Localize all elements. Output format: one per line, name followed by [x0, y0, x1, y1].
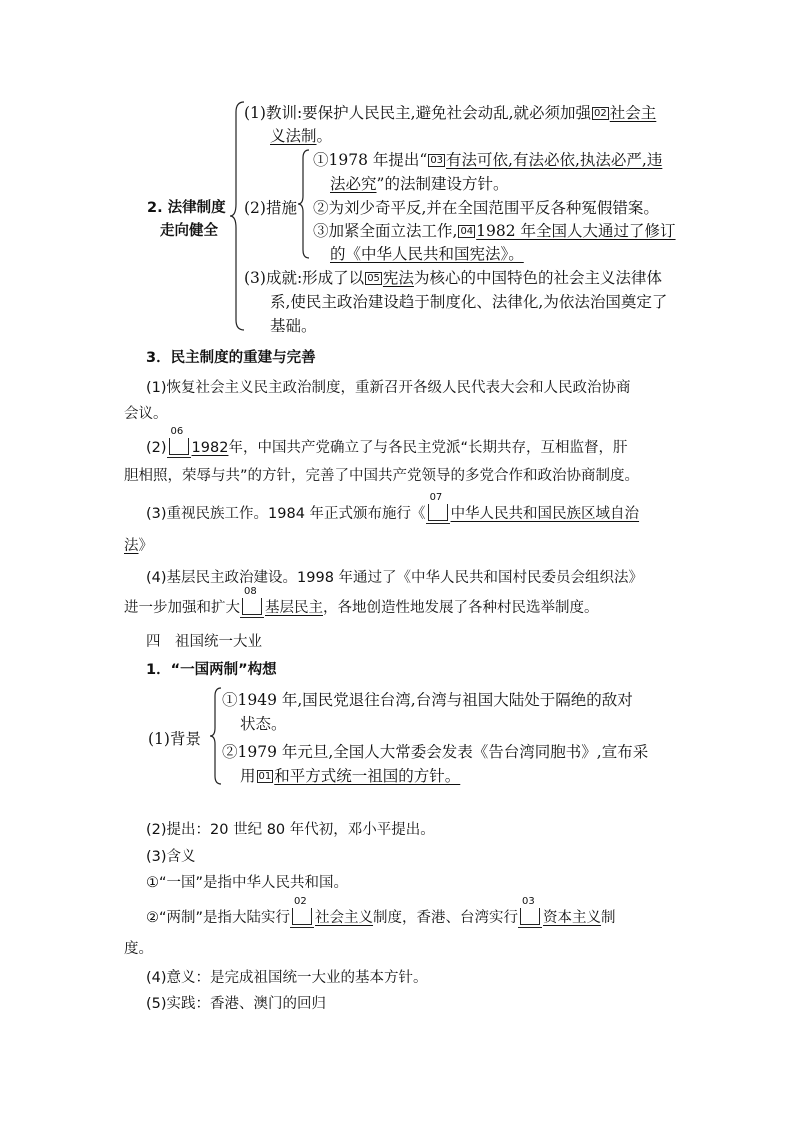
section-heading: 3．民主制度的重建与完善 — [146, 350, 316, 366]
paragraph-4-cont — [124, 586, 599, 617]
blank-number: 03 — [430, 155, 444, 166]
blank-number: 05 — [367, 273, 380, 284]
punct: 》 — [138, 538, 153, 554]
measures-label: (2)措施 — [244, 199, 297, 217]
section-heading: 四 祖国统一大业 — [146, 634, 262, 650]
meaning-item-1: ①“一国”是指中华人民共和国。 — [146, 875, 349, 891]
answer-box-icon — [169, 426, 189, 455]
paragraph-text: (3)重视民族工作。1984 年正式颁布施行《 — [146, 506, 426, 522]
paragraph-4: (4)基层民主政治建设。1998 年通过了《中华人民共和国村民委员会组织法》 — [146, 570, 644, 586]
section-title-line2: 走向健全 — [160, 223, 218, 239]
answer-box-icon — [520, 896, 540, 925]
paragraph-3 — [146, 492, 640, 523]
measure-3 — [313, 219, 676, 241]
answer-text: 宪法 — [382, 269, 414, 287]
blank-number: 06 — [170, 426, 184, 437]
item-lesson — [244, 101, 656, 123]
blank-number: 07 — [429, 492, 443, 503]
background-item-1-cont: 状态。 — [240, 715, 287, 733]
measure-text: ①1978 年提出“ — [313, 151, 428, 169]
paragraph-text: 进一步加强和扩大 — [124, 600, 240, 616]
background-item-2: ②1979 年元旦,全国人大常委会发表《告台湾同胞书》,宣布采 — [222, 743, 649, 761]
answer-text: 法 — [124, 538, 139, 554]
answer-text: 有法可依,有法必依,执法必严,违 — [446, 151, 663, 169]
meaning-text: 制度，香港、台湾实行 — [373, 910, 519, 926]
lesson-text: (1)教训:要保护人民民主,避免社会动乱,就必须加强 — [244, 104, 592, 122]
meaning-text: 制 — [601, 910, 616, 926]
paragraph-1: (1)恢复社会主义民主政治制度，重新召开各级人民代表大会和人民政治协商 — [146, 380, 631, 396]
answer-box-icon — [428, 492, 448, 521]
measure-text: ”的法制建设方针。 — [376, 175, 509, 193]
blank-number: 02 — [594, 108, 607, 119]
answer-text: 义法制 — [270, 127, 317, 145]
answer-text: 基层民主 — [265, 600, 323, 616]
measure-text: ③加紧全面立法工作, — [313, 222, 458, 240]
item-achievement-cont2: 基础。 — [270, 317, 317, 335]
meaning-item-2 — [146, 896, 616, 927]
section-title-line1: 2. 法律制度 — [147, 200, 226, 216]
item-achievement — [244, 266, 662, 288]
item-achievement-cont: 系,使民主政治建设趋于制度化、法律化,为依法治国奠定了 — [270, 293, 668, 311]
meaning-item-2-cont: 度。 — [124, 941, 153, 957]
achievement-text: (3)成就:形成了以 — [244, 269, 365, 287]
blank-number: 03 — [522, 896, 535, 907]
blank-number: 04 — [460, 226, 474, 237]
answer-text: 社会主 — [609, 104, 657, 122]
subsection-heading: 1．“一国两制”构想 — [146, 662, 277, 678]
measure-3-cont — [330, 242, 524, 264]
paragraph-text: ，各地创造性地发展了各种村民选举制度。 — [323, 600, 599, 616]
measure-1-cont — [330, 172, 508, 194]
blank-number: 02 — [294, 896, 307, 907]
answer-text: 1982 — [191, 440, 229, 456]
significance: (4)意义：是完成祖国统一大业的基本方针。 — [146, 970, 428, 986]
blank-number: 01 — [258, 771, 272, 782]
proposal: (2)提出：20 世纪 80 年代初，邓小平提出。 — [146, 822, 435, 838]
answer-text: 的《中华人民共和国宪法》。 — [330, 245, 524, 263]
blank-number: 08 — [244, 586, 257, 597]
meaning-text: ②“两制”是指大陆实行 — [146, 910, 291, 926]
practice: (5)实践：香港、澳门的回归 — [146, 996, 327, 1012]
background-label: (1)背景 — [148, 730, 201, 748]
answer-text: 1982 年全国人大通过了修订 — [476, 222, 676, 240]
paragraph-1-cont: 会议。 — [124, 406, 168, 422]
answer-text: 和平方式统一祖国的方针。 — [274, 767, 461, 785]
measure-2: ②为刘少奇平反,并在全国范围平反各种冤假错案。 — [313, 199, 659, 217]
paragraph-text: 年，中国共产党确立了与各民主党派“长期共存，互相监督，肝 — [228, 440, 628, 456]
answer-text: 中华人民共和国民族区域自治 — [450, 506, 640, 522]
answer-text: 法必究 — [330, 175, 377, 193]
background-text: 用 — [240, 767, 256, 785]
answer-box-icon — [242, 586, 262, 615]
inner-brace-icon — [296, 148, 312, 260]
answer-text: 社会主义 — [315, 910, 374, 926]
item-lesson-cont — [270, 124, 332, 146]
paragraph-3-cont — [124, 534, 153, 555]
answer-text: 资本主义 — [543, 910, 602, 926]
meaning-heading: (3)含义 — [146, 849, 196, 865]
achievement-text: 为核心的中国特色的社会主义法律体 — [413, 269, 662, 287]
paragraph-2 — [146, 426, 628, 457]
measure-1 — [313, 148, 662, 170]
item-number: (2) — [146, 440, 167, 456]
answer-box-icon — [292, 896, 312, 925]
paragraph-2-cont: 胆相照，荣辱与共”的方针，完善了中国共产党领导的多党合作和政治协商制度。 — [124, 468, 640, 484]
background-item-2-cont — [240, 764, 460, 786]
punct: 。 — [316, 127, 333, 145]
background-item-1: ①1949 年,国民党退往台湾,台湾与祖国大陆处于隔绝的敌对 — [222, 691, 633, 709]
